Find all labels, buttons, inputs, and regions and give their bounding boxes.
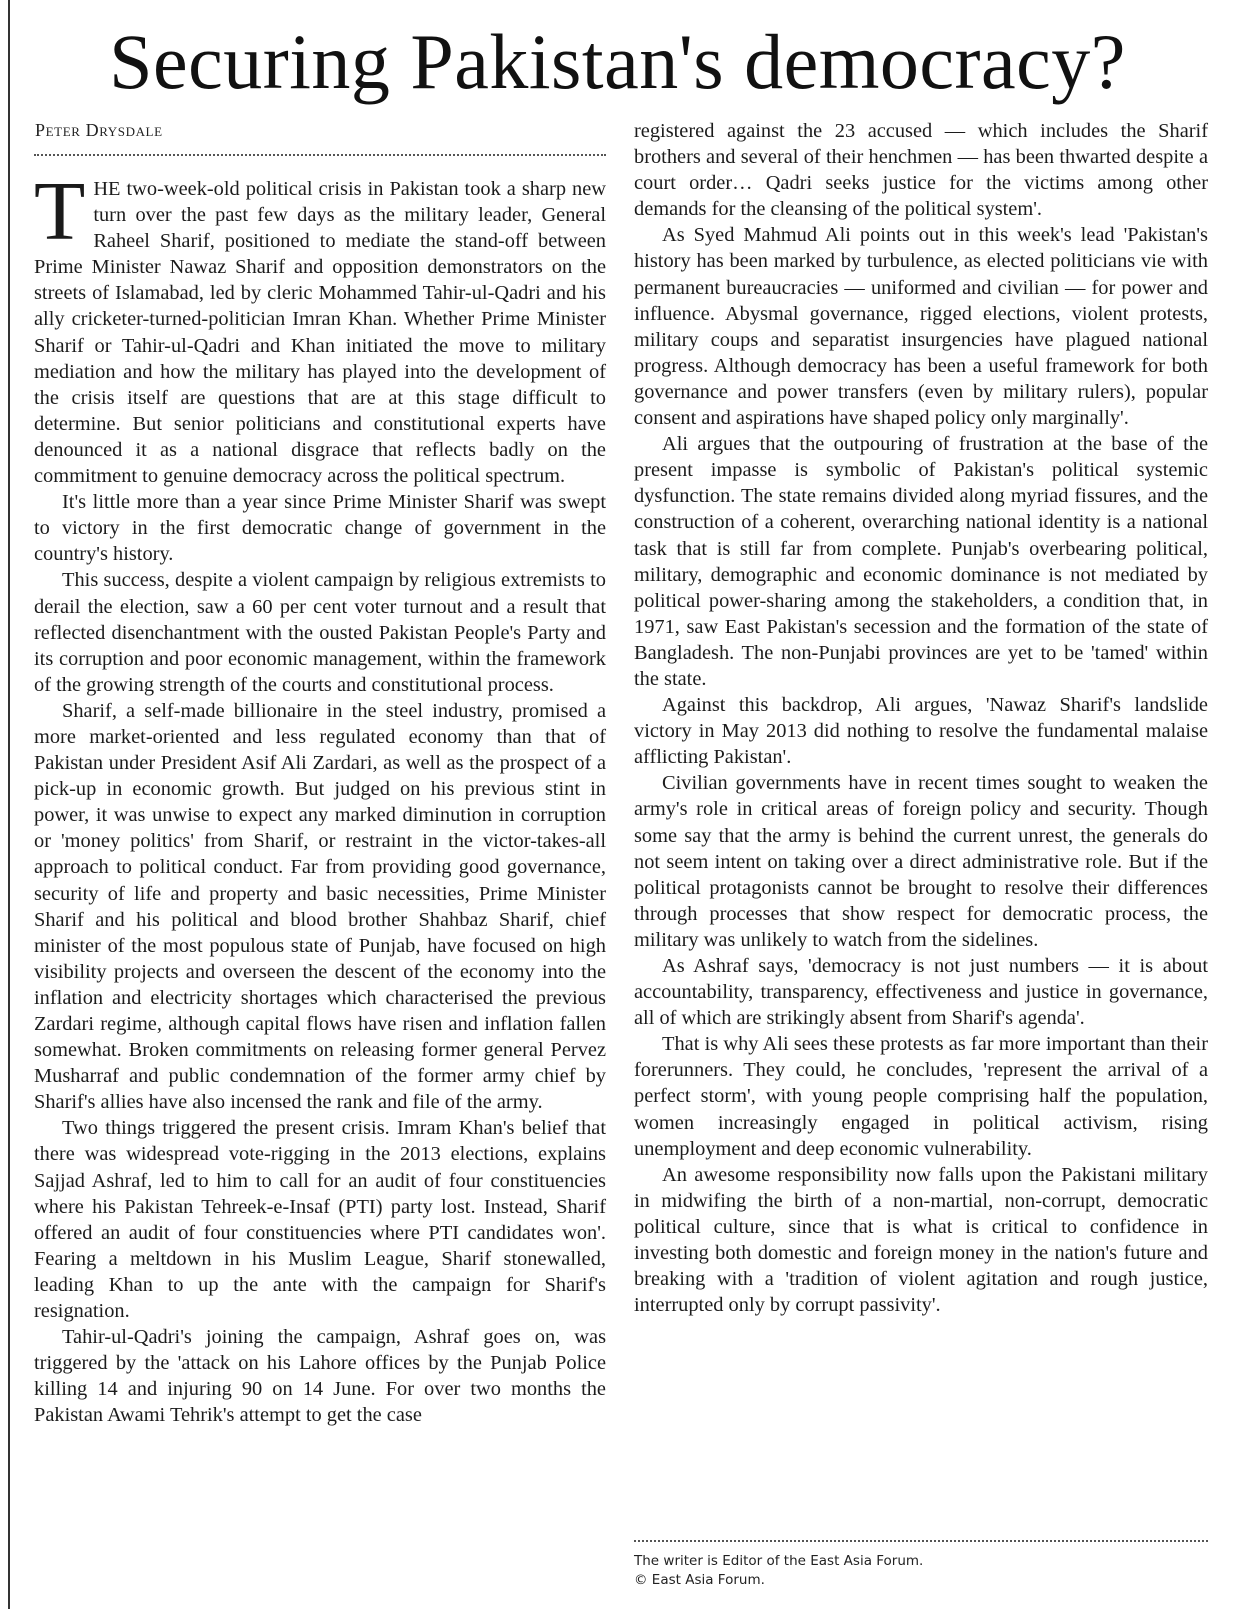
paragraph: As Ashraf says, 'democracy is not just numbers — it is about accountability, transparency, effectiveness and justice in governance, all of which are strikingly absent from Sharif's agenda'. [634, 955, 1208, 1030]
paragraph-text: HE two-week-old political crisis in Pakistan took a sharp new turn over the past few days as the military leader, General Raheel Sharif, positioned to mediate the stand-off between Prime Minister Nawaz Sharif and opposition demonstrators on the streets of Islamabad, led by cleric Mohammed Tahir-ul-Qadri and his ally cricketer-turned-politician Imran Khan. Whether Prime Minister Sharif or Tahir-ul-Qadri and Khan initiated the move to military mediation and how the military has played into the development of the crisis itself are questions that are at this stage difficult to determine. But senior politicians and constitutional experts have denounced it as a national disgrace that reflects badly on the commitment to genuine democracy across the political spectrum. [34, 178, 606, 488]
author-footnote [634, 1552, 1208, 1590]
headline: Securing Pakistan's democracy? [109, 18, 1126, 105]
paragraph: Sharif, a self-made billionaire in the steel industry, promised a more market-oriented and less regulated economy than that of Pakistan under President Asif Ali Zardari, as well as the prospect of a pick-up in economic growth. But judged on his previous stint in power, it was unwise to expect any marked diminution in corruption or 'money politics' from Sharif, or restraint in the victor-takes-all approach to political conduct. Far from providing good governance, security of life and property and basic necessities, Prime Minister Sharif and his political and blood brother Shahbaz Sharif, chief minister of the most populous state of Punjab, have focused on high visibility projects and overseen the descent of the economy into the inflation and electricity shortages which characterised the previous Zardari regime, although capital flows have risen and inflation fallen somewhat. Broken commitments on releasing former general Pervez Musharraf and public condemnation of the former army chief by Sharif's allies have also incensed the rank and file of the army. [34, 699, 606, 1114]
paragraph: An awesome responsibility now falls upon the Pakistani military in midwifing the birth of a non-martial, non-corrupt, democratic political culture, since that is what is critical to confidence in investing both domestic and foreign money in the nation's future and breaking with a 'tradition of violent agitation and rough justice, interrupted only by corrupt passivity'. [634, 1163, 1208, 1317]
footnote-divider [634, 1540, 1208, 1542]
paragraph: It's little more than a year since Prime Minister Sharif was swept to victory in the first democratic change of government in the country's history. [34, 491, 606, 566]
paragraph: Against this backdrop, Ali argues, 'Nawaz Sharif's landslide victory in May 2013 did nothing to resolve the fundamental malaise afflicting Pakistan'. [634, 694, 1208, 769]
paragraph: Ali argues that the outpouring of frustration at the base of the present impasse is symbolic of Pakistan's political systemic dysfunction. The state remains divided along myriad fissures, and the construction of a coherent, overarching national identity is a national task that is still far from complete. Punjab's overbearing political, military, demographic and economic dominance is not mediated by political power-sharing among the stakeholders, a condition that, in 1971, saw East Pakistan's secession and the formation of the state of Bangladesh. The non-Punjabi provinces are yet to be 'tamed' within the state. [634, 433, 1208, 690]
column-rule [8, 0, 10, 1609]
paragraph [34, 165, 606, 489]
paragraph: That is why Ali sees these protests as far more important than their forerunners. They could, he concludes, 'represent the arrival of a perfect storm', with young people comprising half the population, women increasingly engaged in political activism, rising unemployment and deep economic vulnerability. [634, 1033, 1208, 1160]
paragraph: registered against the 23 accused — which includes the Sharif brothers and several of their henchmen — has been thwarted despite a court order… Qadri seeks justice for the victims among other demands for the cleansing of the political system'. [634, 120, 1208, 221]
paragraph: Two things triggered the present crisis. Imram Khan's belief that there was widespread vote-rigging in the 2013 elections, explains Sajjad Ashraf, led to him to call for an audit of four constituencies where his Pakistan Tehreek-e-Insaf (PTI) party lost. Instead, Sharif offered an audit of four constituencies where PTI candidates won'. Fearing a meltdown in his Muslim League, Sharif stonewalled, leading Khan to up the ante with the campaign for Sharif's resignation. [34, 1117, 606, 1323]
byline-divider [34, 154, 606, 156]
footnote-copyright: © East Asia Forum. [634, 1572, 765, 1588]
paragraph: Civilian governments have in recent times sought to weaken the army's role in critical areas of foreign policy and security. Though some say that the army is behind the current unrest, the generals do not seem intent on taking over a direct administrative role. But if the political protagonists cannot be brought to resolve their differences through processes that show respect for democratic process, the military was unlikely to watch from the sidelines. [634, 772, 1208, 951]
paragraph: This success, despite a violent campaign by religious extremists to derail the election, saw a 60 per cent voter turnout and a result that reflected disenchantment with the ousted Pakistan People's Party and its corruption and poor economic management, within the framework of the growing strength of the courts and constitutional process. [34, 569, 606, 696]
byline: Peter Drysdale [35, 120, 163, 140]
paragraph: Tahir-ul-Qadri's joining the campaign, Ashraf goes on, was triggered by the 'attack on his Lahore offices by the Punjab Police killing 14 and injuring 90 on 14 June. For over two months the Pakistan Awami Tehrik's attempt to get the case [34, 1326, 606, 1427]
drop-cap: T [34, 165, 86, 258]
footnote-line: The writer is Editor of the East Asia Forum. [634, 1553, 924, 1569]
right-column [634, 118, 1208, 1318]
paragraph: As Syed Mahmud Ali points out in this week's lead 'Pakistan's history has been marked by turbulence, as elected politicians vie with permanent bureaucracies — uniformed and civilian — for power and influence. Abysmal governance, rigged elections, violent protests, military coups and separatist insurgencies have plagued national progress. Although democracy has been a useful framework for both governance and power transfers (even by military rulers), popular consent and aspirations have shaped policy only marginally'. [634, 224, 1208, 430]
left-column [34, 165, 606, 1429]
